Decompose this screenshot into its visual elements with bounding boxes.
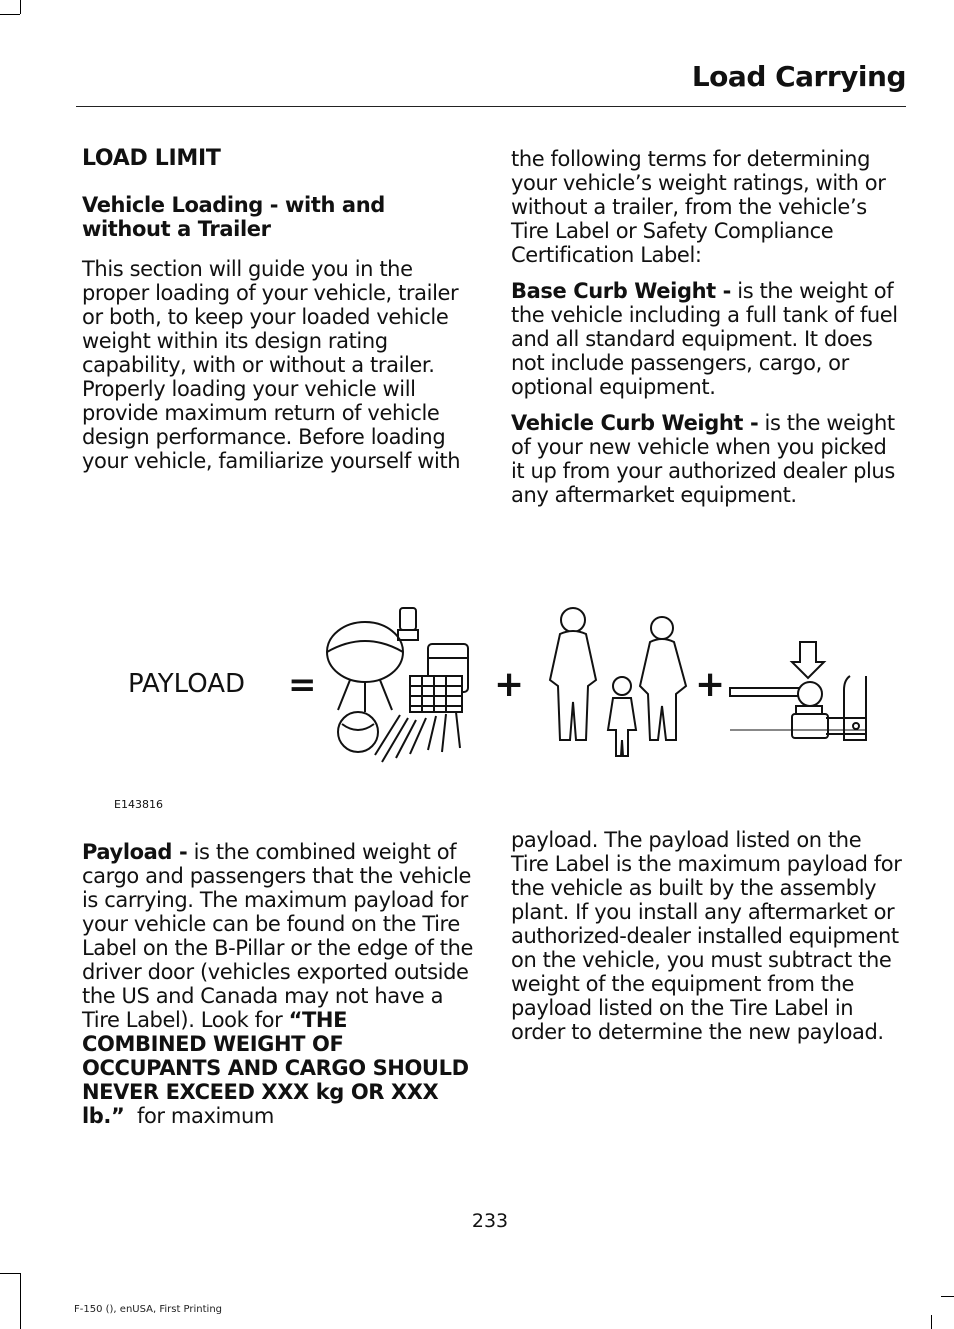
page-title: Load Carrying	[691, 60, 906, 93]
left-column-bottom	[82, 840, 474, 1140]
payload-illustration	[110, 590, 870, 770]
payload-warning: “THE COMBINED WEIGHT OF OCCUPANTS AND CARGO SHOULD NEVER EXCEED XXX kg OR XXX lb.”	[82, 1008, 469, 1128]
vehicle-curb-weight-term: Vehicle Curb Weight -	[511, 411, 759, 435]
crop-mark	[931, 1315, 932, 1329]
title-divider	[76, 106, 906, 107]
payload-definition: is the combined weight of cargo and passengers that the vehicle is carrying. The maximum payload for your vehicle can be found on the Tire Label on the B-Pillar or the edge of the driver door (vehicles exported outside the US and Canada may not have a Tire Label). Look for	[82, 840, 474, 1032]
left-column-top	[82, 147, 474, 485]
vehicle-curb-weight-paragraph	[511, 411, 903, 507]
cargo-icon	[327, 608, 468, 762]
equals-sign: =	[288, 665, 317, 705]
right-column-bottom	[511, 828, 903, 1056]
vehicle-curb-weight-definition: is the weight of your new vehicle when you picked it up from your authorized dealer plus any aftermarket equipment.	[511, 411, 895, 507]
intro-paragraph: This section will guide you in the proper loading of your vehicle, trailer or both, to keep your loaded vehicle weight within its design rating capability, with or without a trailer. Properly loading your vehicle will provide maximum return of vehicle design performance. Before loading your vehicle, familiarize yourself with	[82, 257, 461, 473]
subheading: Vehicle Loading - with and without a Trailer	[82, 193, 385, 241]
intro-continued: the following terms for determining your vehicle’s weight ratings, with or without a trailer, from the vehicle’s Tire Label or Safety Compliance Certification Label:	[511, 147, 886, 267]
crop-mark	[20, 1273, 21, 1329]
base-curb-weight-term: Base Curb Weight -	[511, 279, 731, 303]
payload-label: PAYLOAD	[128, 669, 246, 699]
base-curb-weight-paragraph	[511, 279, 903, 399]
section-heading: LOAD LIMIT	[82, 146, 221, 171]
payload-definition-end: for maximum	[124, 1104, 274, 1128]
crop-mark	[0, 14, 20, 15]
footer-text: F-150 (), enUSA, First Printing	[74, 1304, 223, 1315]
crop-mark	[0, 1273, 20, 1274]
plus-sign: +	[494, 664, 525, 705]
plus-sign: +	[695, 664, 726, 705]
crop-mark	[20, 0, 21, 14]
right-column-top	[511, 147, 903, 519]
payload-paragraph	[82, 840, 474, 1128]
payload-term: Payload -	[82, 840, 188, 864]
crop-mark	[941, 1296, 954, 1297]
passengers-icon	[550, 608, 686, 756]
trailer-hitch-icon	[730, 642, 866, 740]
base-curb-weight-definition: is the weight of the vehicle including a full tank of fuel and all standard equipment. It does not include passengers, cargo, or optional equipment.	[511, 279, 898, 399]
page-number: 233	[471, 1210, 509, 1232]
figure-code: E143816	[114, 798, 163, 811]
payload-continued: payload. The payload listed on the Tire Label is the maximum payload for the vehicle as built by the assembly plant. If you install any aftermarket or authorized-dealer installed equipment on the vehicle, you must subtract the weight of the equipment from the payload listed on the Tire Label in order to determine the new payload.	[511, 828, 902, 1044]
